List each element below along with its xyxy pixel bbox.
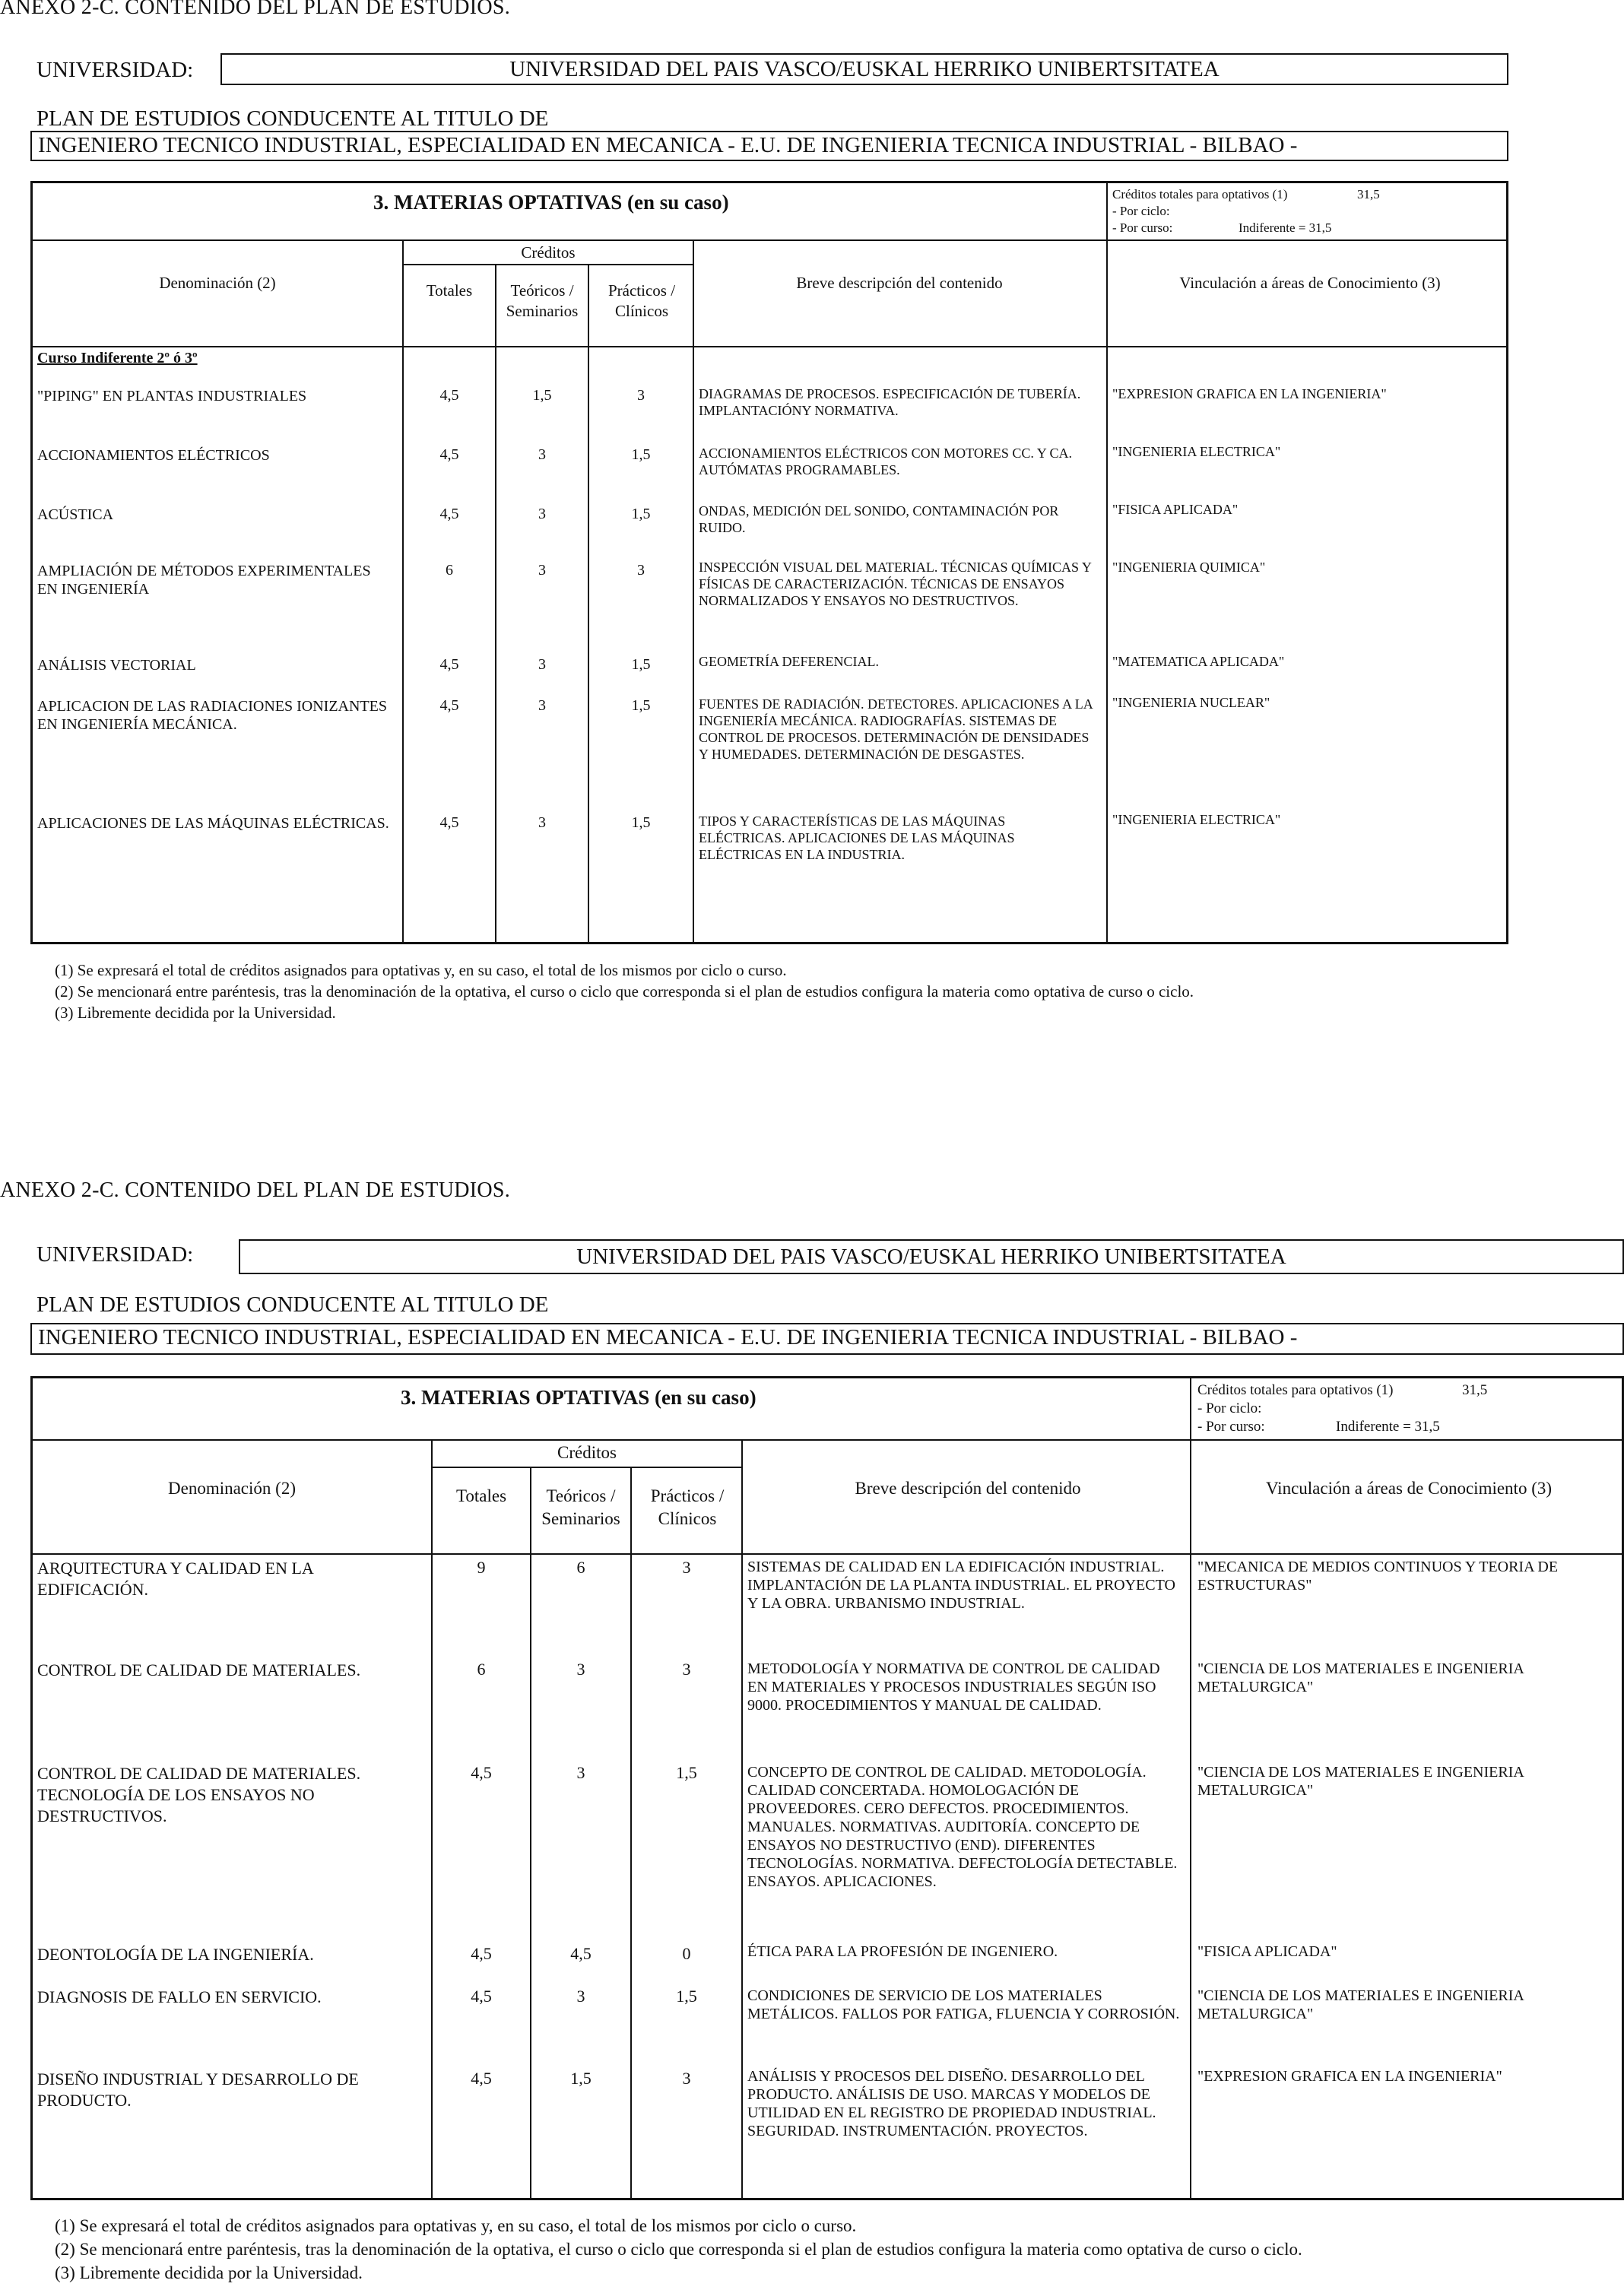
row-teoricos: 3 xyxy=(576,1763,585,1782)
row-name: "PIPING" EN PLANTAS INDUSTRIALES xyxy=(37,388,307,404)
row-name: ANÁLISIS VECTORIAL xyxy=(37,657,196,674)
universidad-label: UNIVERSIDAD: xyxy=(36,58,194,82)
row-teoricos: 3 xyxy=(538,446,546,463)
row-totales: 4,5 xyxy=(439,697,459,714)
row-totales: 6 xyxy=(446,562,453,579)
row-name: DISEÑO INDUSTRIAL Y DESARROLLO DE PRODUCTO. xyxy=(37,2069,359,2110)
col-teoricos: Teóricos / Seminarios xyxy=(506,281,579,320)
row-practicos: 3 xyxy=(637,562,645,579)
row-name: APLICACIONES DE LAS MÁQUINAS ELÉCTRICAS. xyxy=(37,815,389,832)
curso-label: Curso Indiferente 2º ó 3º xyxy=(37,350,198,366)
row-teoricos: 3 xyxy=(576,1660,585,1679)
row-totales: 4,5 xyxy=(439,446,459,463)
row-descripcion: TIPOS Y CARACTERÍSTICAS DE LAS MÁQUINAS ELÉCTRICAS. APLICACIONES DE LAS MÁQUINAS ELÉCTRICAS EN LA INDUSTRIA. xyxy=(699,813,1015,862)
col-descripcion: Breve descripción del contenido xyxy=(855,1479,1081,1498)
col-creditos: Créditos xyxy=(521,243,576,262)
col-creditos: Créditos xyxy=(557,1443,617,1462)
row-descripcion: GEOMETRÍA DEFERENCIAL. xyxy=(699,654,879,669)
credit-total-label: Créditos totales para optativos (1) xyxy=(1112,187,1288,201)
row-area: "INGENIERIA ELECTRICA" xyxy=(1112,444,1281,459)
row-totales: 4,5 xyxy=(439,387,459,404)
footnote-2: (2) Se mencionará entre paréntesis, tras la denominación de la optativa, el curso o ciclo que corresponda si el plan de estudios configura la materia como optativa de curso o ciclo. xyxy=(55,982,1194,1001)
row-area: "INGENIERIA ELECTRICA" xyxy=(1112,812,1281,827)
row-practicos: 1,5 xyxy=(631,697,651,714)
row-practicos: 0 xyxy=(682,1944,691,1963)
titulo-box: INGENIERO TECNICO INDUSTRIAL, ESPECIALIDAD EN MECANICA - E.U. DE INGENIERIA TECNICA INDUSTRIAL - BILBAO - xyxy=(30,1323,1624,1355)
footnotes xyxy=(55,2214,1302,2285)
row-totales: 9 xyxy=(477,1558,486,1577)
row-totales: 4,5 xyxy=(439,814,459,831)
plan-label: PLAN DE ESTUDIOS CONDUCENTE AL TITULO DE xyxy=(36,1292,549,1317)
row-practicos: 1,5 xyxy=(631,656,651,673)
row-name: ACÚSTICA xyxy=(37,506,114,523)
row-area: "MECANICA DE MEDIOS CONTINUOS Y TEORIA DE ESTRUCTURAS" xyxy=(1197,1559,1559,1594)
footnote-3: (3) Libremente decidida por la Universidad. xyxy=(55,2263,363,2282)
credit-curso-value: Indiferente = 31,5 xyxy=(1336,1419,1440,1435)
row-totales: 4,5 xyxy=(471,2069,492,2088)
row-practicos: 1,5 xyxy=(631,814,651,831)
row-name: DIAGNOSIS DE FALLO EN SERVICIO. xyxy=(37,1987,322,2006)
footnotes xyxy=(55,959,1194,1023)
row-descripcion: CONCEPTO DE CONTROL DE CALIDAD. METODOLOGÍA. CALIDAD CONCERTADA. HOMOLOGACIÓN DE PROVEEDORES. CERO DEFECTOS. PROCEDIMIENTOS. MANUALES. NORMATIVAS. AUDITORÍA. CONCEPTO DE ENSAYOS NO DESTRUCTIVO (END). DIFERENTES TECNOLOGÍAS. NORMATIVA. DEFECTOLOGÍA DETECTABLE. ENSAYOS. APLICACIONES. xyxy=(747,1764,1178,1890)
annex-heading: ANEXO 2-C. CONTENIDO DEL PLAN DE ESTUDIOS. xyxy=(0,0,511,19)
row-descripcion: SISTEMAS DE CALIDAD EN LA EDIFICACIÓN INDUSTRIAL. IMPLANTACIÓN DE LA PLANTA INDUSTRIAL. EL PROYECTO Y LA OBRA. URBANISMO INDUSTRIAL. xyxy=(747,1559,1175,1612)
row-totales: 4,5 xyxy=(471,1763,492,1782)
row-area: "INGENIERIA NUCLEAR" xyxy=(1112,695,1270,710)
plan-label: PLAN DE ESTUDIOS CONDUCENTE AL TITULO DE xyxy=(36,106,549,131)
row-area: "INGENIERIA QUIMICA" xyxy=(1112,560,1266,575)
row-practicos: 1,5 xyxy=(676,1763,697,1782)
col-practicos: Prácticos / Clínicos xyxy=(650,1486,725,1528)
col-descripcion: Breve descripción del contenido xyxy=(796,274,1003,292)
row-practicos: 1,5 xyxy=(631,506,651,522)
col-totales: Totales xyxy=(426,281,473,300)
row-name: CONTROL DE CALIDAD DE MATERIALES. TECNOLOGÍA DE LOS ENSAYOS NO DESTRUCTIVOS. xyxy=(37,1764,361,1825)
row-totales: 4,5 xyxy=(471,1987,492,2006)
table-title: 3. MATERIAS OPTATIVAS (en su caso) xyxy=(373,191,729,214)
row-area: "CIENCIA DE LOS MATERIALES E INGENIERIA METALURGICA" xyxy=(1197,1987,1524,2022)
row-teoricos: 3 xyxy=(538,562,546,579)
row-name: ARQUITECTURA Y CALIDAD EN LA EDIFICACIÓN. xyxy=(37,1559,313,1599)
row-area: "CIENCIA DE LOS MATERIALES E INGENIERIA METALURGICA" xyxy=(1197,1660,1524,1695)
col-practicos: Prácticos / Clínicos xyxy=(607,281,676,320)
row-teoricos: 3 xyxy=(538,697,546,714)
col-vinculacion: Vinculación a áreas de Conocimiento (3) xyxy=(1265,1479,1553,1498)
row-name: AMPLIACIÓN DE MÉTODOS EXPERIMENTALES EN INGENIERÍA xyxy=(37,563,371,598)
table-title: 3. MATERIAS OPTATIVAS (en su caso) xyxy=(401,1386,756,1409)
row-descripcion: FUENTES DE RADIACIÓN. DETECTORES. APLICACIONES A LA INGENIERÍA MECÁNICA. RADIOGRAFÍAS. SISTEMAS DE CONTROL DE PROCESOS. DETERMINACIÓN DE DENSIDADES Y HUMEDADES. DETERMINACIÓN DE DESGASTES. xyxy=(699,696,1093,762)
titulo-box: INGENIERO TECNICO INDUSTRIAL, ESPECIALIDAD EN MECANICA - E.U. DE INGENIERIA TECNICA INDUSTRIAL - BILBAO - xyxy=(30,131,1508,161)
row-area: "EXPRESION GRAFICA EN LA INGENIERIA" xyxy=(1112,386,1387,401)
credit-curso-value: Indiferente = 31,5 xyxy=(1239,220,1332,235)
row-totales: 4,5 xyxy=(439,656,459,673)
row-totales: 4,5 xyxy=(439,506,459,522)
row-practicos: 1,5 xyxy=(676,1987,697,2006)
row-totales: 4,5 xyxy=(471,1944,492,1963)
universidad-label: UNIVERSIDAD: xyxy=(36,1242,194,1267)
row-teoricos: 4,5 xyxy=(570,1944,592,1963)
annex-heading: ANEXO 2-C. CONTENIDO DEL PLAN DE ESTUDIOS. xyxy=(0,1178,511,1202)
optativas-table xyxy=(30,1376,1624,2200)
credit-total-value: 31,5 xyxy=(1462,1382,1488,1398)
row-teoricos: 3 xyxy=(538,814,546,831)
row-area: "MATEMATICA APLICADA" xyxy=(1112,654,1285,669)
row-teoricos: 3 xyxy=(576,1987,585,2006)
universidad-box: UNIVERSIDAD DEL PAIS VASCO/EUSKAL HERRIKO UNIBERTSITATEA xyxy=(220,53,1508,85)
row-area: "EXPRESION GRAFICA EN LA INGENIERIA" xyxy=(1197,2068,1502,2085)
credit-ciclo-label: - Por ciclo: xyxy=(1197,1400,1262,1416)
row-practicos: 1,5 xyxy=(631,446,651,463)
row-teoricos: 6 xyxy=(576,1558,585,1577)
credit-total-value: 31,5 xyxy=(1357,187,1380,201)
row-name: ACCIONAMIENTOS ELÉCTRICOS xyxy=(37,447,270,464)
row-descripcion: ÉTICA PARA LA PROFESIÓN DE INGENIERO. xyxy=(747,1943,1058,1960)
row-teoricos: 3 xyxy=(538,506,546,522)
footnote-3: (3) Libremente decidida por la Universidad. xyxy=(55,1004,336,1022)
col-denominacion: Denominación (2) xyxy=(168,1479,296,1498)
row-practicos: 3 xyxy=(637,387,645,404)
footnote-2: (2) Se mencionará entre paréntesis, tras la denominación de la optativa, el curso o ciclo que corresponda si el plan de estudios configura la materia como optativa de curso o ciclo. xyxy=(55,2240,1302,2259)
row-area: "CIENCIA DE LOS MATERIALES E INGENIERIA METALURGICA" xyxy=(1197,1764,1524,1799)
row-descripcion: METODOLOGÍA Y NORMATIVA DE CONTROL DE CALIDAD EN MATERIALES Y PROCESOS INDUSTRIALES SEGÚN ISO 9000. PROCEDIMIENTOS Y MANUAL DE CALIDAD. xyxy=(747,1660,1160,1714)
credit-ciclo-label: - Por ciclo: xyxy=(1112,204,1170,218)
credit-total-label: Créditos totales para optativos (1) xyxy=(1197,1382,1394,1398)
credit-info xyxy=(1197,1381,1616,1436)
col-denominacion: Denominación (2) xyxy=(159,274,276,292)
row-area: "FISICA APLICADA" xyxy=(1112,502,1239,517)
row-descripcion: ONDAS, MEDICIÓN DEL SONIDO, CONTAMINACIÓN POR RUIDO. xyxy=(699,503,1059,535)
row-area: "FISICA APLICADA" xyxy=(1197,1943,1337,1960)
credit-info xyxy=(1112,186,1500,236)
row-descripcion: INSPECCIÓN VISUAL DEL MATERIAL. TÉCNICAS QUÍMICAS Y FÍSICAS DE CARACTERIZACIÓN. TÉCNICAS DE ENSAYOS NORMALIZADOS Y ENSAYOS NO DESTRUCTIVOS. xyxy=(699,560,1092,608)
row-name: CONTROL DE CALIDAD DE MATERIALES. xyxy=(37,1660,361,1679)
row-practicos: 3 xyxy=(682,1660,691,1679)
optativas-table xyxy=(30,181,1508,944)
row-descripcion: ANÁLISIS Y PROCESOS DEL DISEÑO. DESARROLLO DEL PRODUCTO. ANÁLISIS DE USO. MARCAS Y MODELOS DE UTILIDAD EN EL REGISTRO DE PROPIEDAD INDUSTRIAL. SEGURIDAD. INSTRUMENTACIÓN. PROYECTOS. xyxy=(747,2068,1156,2139)
row-teoricos: 1,5 xyxy=(532,387,552,404)
row-teoricos: 3 xyxy=(538,656,546,673)
footnote-1: (1) Se expresará el total de créditos asignados para optativas y, en su caso, el total de los mismos por ciclo o curso. xyxy=(55,2216,857,2235)
footnote-1: (1) Se expresará el total de créditos asignados para optativas y, en su caso, el total de los mismos por ciclo o curso. xyxy=(55,961,787,979)
row-name: APLICACION DE LAS RADIACIONES IONIZANTES EN INGENIERÍA MECÁNICA. xyxy=(37,698,387,733)
universidad-box: UNIVERSIDAD DEL PAIS VASCO/EUSKAL HERRIKO UNIBERTSITATEA xyxy=(239,1239,1624,1274)
row-practicos: 3 xyxy=(682,2069,691,2088)
row-descripcion: CONDICIONES DE SERVICIO DE LOS MATERIALES METÁLICOS. FALLOS POR FATIGA, FLUENCIA Y CORROSIÓN. xyxy=(747,1987,1180,2022)
row-totales: 6 xyxy=(477,1660,486,1679)
row-practicos: 3 xyxy=(682,1558,691,1577)
row-teoricos: 1,5 xyxy=(570,2069,592,2088)
row-name: DEONTOLOGÍA DE LA INGENIERÍA. xyxy=(37,1945,314,1964)
credit-curso-label: - Por curso: xyxy=(1112,220,1173,235)
credit-curso-label: - Por curso: xyxy=(1197,1419,1265,1435)
col-totales: Totales xyxy=(455,1486,507,1505)
row-descripcion: ACCIONAMIENTOS ELÉCTRICOS CON MOTORES CC. Y CA. AUTÓMATAS PROGRAMABLES. xyxy=(699,446,1073,477)
row-descripcion: DIAGRAMAS DE PROCESOS. ESPECIFICACIÓN DE TUBERÍA. IMPLANTACIÓNY NORMATIVA. xyxy=(699,386,1081,418)
col-vinculacion: Vinculación a áreas de Conocimiento (3) xyxy=(1179,274,1441,292)
col-teoricos: Teóricos / Seminarios xyxy=(541,1486,620,1528)
